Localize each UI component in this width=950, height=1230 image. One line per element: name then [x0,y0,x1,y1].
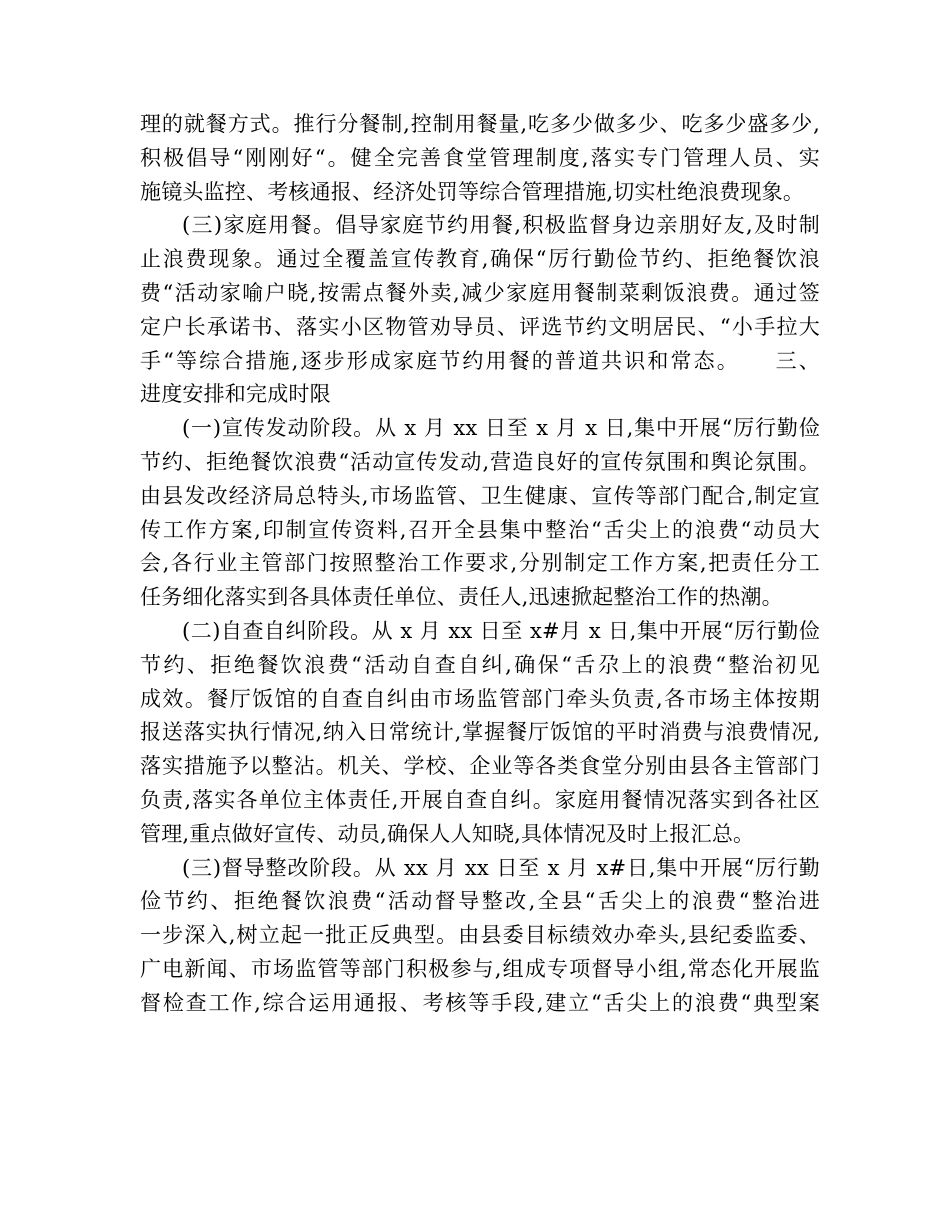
text-line: 负责,落实各单位主体责任,开展自查自纠。家庭用餐情况落实到各社区 [140,787,820,812]
text-line: 俭节约、拒绝餐饮浪费“活动督导整改,全县“舌尖上的浪费“整治进 [140,889,820,914]
paragraph-start-line: (三)家庭用餐。倡导家庭节约用餐,积极监督身边亲朋好友,及时制 [182,213,820,238]
paragraph-start-line: (一)宣传发动阶段。从 x 月 xx 日至 x 月 x 日,集中开展“厉行勤俭 [182,416,820,441]
paragraph-start-line: (二)自查自纠阶段。从 x 月 xx 日至 x#月 x 日,集中开展“厉行勤俭 [182,618,820,643]
text-line: 节约、拒绝餐饮浪费“活动宣传发动,营造良好的宣传氛围和舆论氛围。 [140,449,820,474]
text-line: 理的就餐方式。推行分餐制,控制用餐量,吃多少做多少、吃多少盛多少, [140,112,820,136]
text-line: 任务细化落实到各具体责任单位、责任人,迅速掀起整治工作的热潮。 [140,585,783,610]
text-line: 督检查工作,综合运用通报、考核等手段,建立“舌尖上的浪费“典型案 [140,990,820,1015]
text-line: 成效。餐厅饭馆的自查自纠由市场监管部门牵头负责,各市场主体按期 [140,686,820,711]
paragraph-start-line: (三)督导整改阶段。从 xx 月 xx 日至 x 月 x#日,集中开展“厉行勤 [182,855,820,880]
text-line: 会,各行业主管部门按照整治工作要求,分别制定工作方案,把责任分工 [140,551,820,576]
text-line: 落实措施予以整沾。机关、学校、企业等各类食堂分别由县各主管部门 [140,754,820,779]
text-line: 定户长承诺书、落实小区物管劝导员、评选节约文明居民、“小手拉大 [140,314,820,339]
text-line: 施镜头监控、考核通报、经济处罚等综合管理措施,切实杜绝浪费现象。 [140,179,805,204]
section-heading-line: 进度安排和完成时限 [140,382,331,407]
text-line: 节约、拒绝餐饮浪费“活动自查自纠,确保“舌尕上的浪费“整治初见 [140,652,820,677]
text-line: 传工作方案,印制宣传资料,召开全县集中整治“舌尖上的浪费“动员大 [140,517,820,542]
text-line: 费“活动家喻户晓,按需点餐外卖,减少家庭用餐制菜剩饭浪费。通过签 [140,280,820,305]
text-line: 由县发改经济局总特头,市场监管、卫生健康、宣传等部门配合,制定宣 [140,483,820,508]
text-line: 广电新闻、市场监管等部门积极参与,组成专项督导小组,常态化开展监 [140,956,820,981]
text-line: 报送落实执行情况,纳入日常统计,掌握餐厅饭馆的平时消费与浪费情况, [140,720,820,745]
text-line: 一步深入,树立起一批正反典型。由县委目标绩效办牵头,县纪委监委、 [140,923,820,948]
text-line: 止浪费现象。通过全覆盖宣传教育,确保“厉行勤俭节约、拒绝餐饮浪 [140,247,820,272]
document-page [140,108,820,1021]
text-line: 管理,重点做好宣传、动员,确保人人知晓,具体情况及时上报汇总。 [140,821,755,846]
text-line: 积极倡导“刚刚好“。健全完善食堂管理制度,落实专门管理人员、实 [140,145,820,170]
text-line: 手“等综合措施,逐步形成家庭节约用餐的普道共识和常态。 三、 [140,348,820,373]
